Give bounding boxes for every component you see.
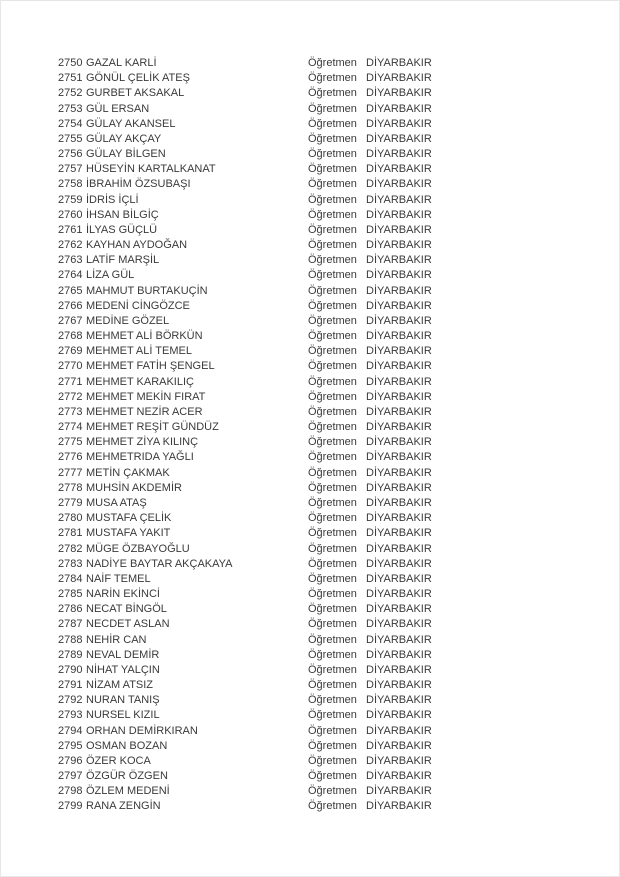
- table-row: [1, 648, 619, 663]
- table-row: [1, 784, 619, 799]
- person-city: DİYARBAKIR: [366, 588, 432, 601]
- person-title: Öğretmen: [308, 405, 357, 418]
- row-number: 2774: [58, 421, 83, 434]
- person-city: DİYARBAKIR: [366, 496, 432, 509]
- row-number: 2771: [58, 375, 83, 388]
- table-row: [1, 678, 619, 693]
- person-title: Öğretmen: [308, 284, 357, 297]
- table-row: [1, 253, 619, 268]
- table-row: [1, 739, 619, 754]
- table-row: [1, 769, 619, 784]
- table-row: [1, 193, 619, 208]
- person-city: DİYARBAKIR: [366, 770, 432, 783]
- person-name: MEHMET ALİ TEMEL: [86, 345, 192, 358]
- person-name: MEHMET ALİ BÖRKÜN: [86, 330, 203, 343]
- row-number: 2751: [58, 72, 83, 85]
- person-name: NURAN TANIŞ: [86, 694, 160, 707]
- person-city: DİYARBAKIR: [366, 405, 432, 418]
- person-name: MAHMUT BURTAKUÇİN: [86, 284, 208, 297]
- person-city: DİYARBAKIR: [366, 436, 432, 449]
- person-city: DİYARBAKIR: [366, 375, 432, 388]
- person-city: DİYARBAKIR: [366, 527, 432, 540]
- person-title: Öğretmen: [308, 800, 357, 813]
- person-title: Öğretmen: [308, 648, 357, 661]
- person-title: Öğretmen: [308, 193, 357, 206]
- row-number: 2775: [58, 436, 83, 449]
- person-title: Öğretmen: [308, 496, 357, 509]
- table-row: [1, 238, 619, 253]
- row-number: 2791: [58, 679, 83, 692]
- row-number: 2754: [58, 117, 83, 130]
- person-name: MEHMET FATİH ŞENGEL: [86, 360, 215, 373]
- person-name: NEHİR CAN: [86, 633, 147, 646]
- table-row: [1, 223, 619, 238]
- table-row: [1, 450, 619, 465]
- person-city: DİYARBAKIR: [366, 360, 432, 373]
- person-name: ÖZLEM MEDENİ: [86, 785, 170, 798]
- row-number: 2786: [58, 603, 83, 616]
- person-title: Öğretmen: [308, 360, 357, 373]
- row-number: 2753: [58, 102, 83, 115]
- person-name: GÖNÜL ÇELİK ATEŞ: [86, 72, 190, 85]
- person-name: GÜLAY AKÇAY: [86, 132, 162, 145]
- person-city: DİYARBAKIR: [366, 72, 432, 85]
- person-name: MEDİNE GÖZEL: [86, 314, 170, 327]
- table-row: [1, 208, 619, 223]
- row-number: 2790: [58, 663, 83, 676]
- row-number: 2799: [58, 800, 83, 813]
- person-name: MUSA ATAŞ: [86, 496, 147, 509]
- person-city: DİYARBAKIR: [366, 633, 432, 646]
- person-city: DİYARBAKIR: [366, 163, 432, 176]
- row-number: 2784: [58, 572, 83, 585]
- person-title: Öğretmen: [308, 527, 357, 540]
- person-city: DİYARBAKIR: [366, 132, 432, 145]
- person-city: DİYARBAKIR: [366, 208, 432, 221]
- person-city: DİYARBAKIR: [366, 679, 432, 692]
- person-name: METİN ÇAKMAK: [86, 466, 170, 479]
- row-number: 2757: [58, 163, 83, 176]
- person-name: İDRİS İÇLİ: [86, 193, 139, 206]
- person-city: DİYARBAKIR: [366, 314, 432, 327]
- person-name: NECAT BİNGÖL: [86, 603, 167, 616]
- person-title: Öğretmen: [308, 436, 357, 449]
- person-title: Öğretmen: [308, 223, 357, 236]
- person-city: DİYARBAKIR: [366, 269, 432, 282]
- table-row: [1, 542, 619, 557]
- person-city: DİYARBAKIR: [366, 102, 432, 115]
- person-title: Öğretmen: [308, 739, 357, 752]
- person-name: GÜLAY BİLGEN: [86, 148, 166, 161]
- table-row: [1, 526, 619, 541]
- table-row: [1, 511, 619, 526]
- person-title: Öğretmen: [308, 421, 357, 434]
- table-row: [1, 435, 619, 450]
- person-name: MEHMET ZİYA KILINÇ: [86, 436, 199, 449]
- person-city: DİYARBAKIR: [366, 709, 432, 722]
- person-name: MEHMET MEKİN FIRAT: [86, 390, 206, 403]
- row-number: 2777: [58, 466, 83, 479]
- table-row: [1, 117, 619, 132]
- row-number: 2756: [58, 148, 83, 161]
- row-number: 2787: [58, 618, 83, 631]
- table-row: [1, 284, 619, 299]
- table-row: [1, 496, 619, 511]
- person-city: DİYARBAKIR: [366, 284, 432, 297]
- person-city: DİYARBAKIR: [366, 421, 432, 434]
- person-title: Öğretmen: [308, 148, 357, 161]
- person-title: Öğretmen: [308, 542, 357, 555]
- person-city: DİYARBAKIR: [366, 345, 432, 358]
- row-number: 2796: [58, 754, 83, 767]
- table-row: [1, 602, 619, 617]
- row-number: 2760: [58, 208, 83, 221]
- person-name: İHSAN BİLGİÇ: [86, 208, 159, 221]
- table-row: [1, 557, 619, 572]
- table-row: [1, 162, 619, 177]
- table-row: [1, 572, 619, 587]
- person-title: Öğretmen: [308, 57, 357, 69]
- person-title: Öğretmen: [308, 178, 357, 191]
- person-title: Öğretmen: [308, 694, 357, 707]
- row-number: 2752: [58, 87, 83, 100]
- row-number: 2773: [58, 405, 83, 418]
- person-name: KAYHAN AYDOĞAN: [86, 239, 188, 252]
- person-city: DİYARBAKIR: [366, 148, 432, 161]
- table-row: [1, 390, 619, 405]
- person-title: Öğretmen: [308, 633, 357, 646]
- person-city: DİYARBAKIR: [366, 178, 432, 191]
- table-row: [1, 177, 619, 192]
- row-number: 2797: [58, 770, 83, 783]
- person-city: DİYARBAKIR: [366, 57, 432, 69]
- person-title: Öğretmen: [308, 709, 357, 722]
- person-title: Öğretmen: [308, 557, 357, 570]
- person-name: NARİN EKİNCİ: [86, 588, 160, 601]
- person-city: DİYARBAKIR: [366, 451, 432, 464]
- person-name: NURSEL KIZIL: [86, 709, 160, 722]
- person-city: DİYARBAKIR: [366, 239, 432, 252]
- table-row: [1, 71, 619, 86]
- person-name: MEDENİ CİNGÖZCE: [86, 299, 190, 312]
- table-row: [1, 344, 619, 359]
- person-title: Öğretmen: [308, 785, 357, 798]
- table-row: [1, 299, 619, 314]
- table-row: [1, 663, 619, 678]
- row-number: 2764: [58, 269, 83, 282]
- person-title: Öğretmen: [308, 451, 357, 464]
- person-name: GURBET AKSAKAL: [86, 87, 185, 100]
- person-name: NAİF TEMEL: [86, 572, 151, 585]
- row-number: 2792: [58, 694, 83, 707]
- person-title: Öğretmen: [308, 390, 357, 403]
- person-title: Öğretmen: [308, 269, 357, 282]
- person-title: Öğretmen: [308, 679, 357, 692]
- table-row: [1, 587, 619, 602]
- row-number: 2782: [58, 542, 83, 555]
- person-city: DİYARBAKIR: [366, 512, 432, 525]
- person-name: OSMAN BOZAN: [86, 739, 168, 752]
- person-title: Öğretmen: [308, 208, 357, 221]
- person-title: Öğretmen: [308, 163, 357, 176]
- table-row: [1, 86, 619, 101]
- person-title: Öğretmen: [308, 239, 357, 252]
- person-city: DİYARBAKIR: [366, 694, 432, 707]
- person-title: Öğretmen: [308, 663, 357, 676]
- table-row: [1, 693, 619, 708]
- row-number: 2788: [58, 633, 83, 646]
- row-number: 2780: [58, 512, 83, 525]
- table-row: [1, 405, 619, 420]
- person-name: GÜL ERSAN: [86, 102, 150, 115]
- row-number: 2781: [58, 527, 83, 540]
- person-city: DİYARBAKIR: [366, 739, 432, 752]
- person-name: MÜGE ÖZBAYOĞLU: [86, 542, 190, 555]
- row-number: 2768: [58, 330, 83, 343]
- row-number: 2750: [58, 57, 83, 69]
- person-name: İBRAHİM ÖZSUBAŞI: [86, 178, 191, 191]
- row-number: 2770: [58, 360, 83, 373]
- table-row: [1, 799, 619, 814]
- person-title: Öğretmen: [308, 314, 357, 327]
- table-row: [1, 147, 619, 162]
- person-name: NECDET ASLAN: [86, 618, 170, 631]
- row-number: 2761: [58, 223, 83, 236]
- person-name: MEHMET KARAKILIÇ: [86, 375, 194, 388]
- person-title: Öğretmen: [308, 724, 357, 737]
- person-city: DİYARBAKIR: [366, 330, 432, 343]
- row-number: 2755: [58, 132, 83, 145]
- row-number: 2758: [58, 178, 83, 191]
- person-name: ÖZGÜR ÖZGEN: [86, 770, 168, 783]
- table-row: [1, 617, 619, 632]
- person-name: GAZAL KARLİ: [86, 57, 157, 69]
- person-title: Öğretmen: [308, 132, 357, 145]
- person-city: DİYARBAKIR: [366, 648, 432, 661]
- person-title: Öğretmen: [308, 375, 357, 388]
- row-number: 2765: [58, 284, 83, 297]
- person-city: DİYARBAKIR: [366, 254, 432, 267]
- person-name: MEHMET REŞİT GÜNDÜZ: [86, 421, 219, 434]
- person-city: DİYARBAKIR: [366, 572, 432, 585]
- person-name: LİZA GÜL: [86, 269, 135, 282]
- table-row: [1, 102, 619, 117]
- table-row: [1, 329, 619, 344]
- row-number: 2793: [58, 709, 83, 722]
- row-number: 2779: [58, 496, 83, 509]
- person-title: Öğretmen: [308, 572, 357, 585]
- row-number: 2798: [58, 785, 83, 798]
- person-title: Öğretmen: [308, 299, 357, 312]
- person-city: DİYARBAKIR: [366, 481, 432, 494]
- row-number: 2762: [58, 239, 83, 252]
- person-name: NADİYE BAYTAR AKÇAKAYA: [86, 557, 233, 570]
- table-row: [1, 481, 619, 496]
- person-city: DİYARBAKIR: [366, 542, 432, 555]
- row-number: 2763: [58, 254, 83, 267]
- person-title: Öğretmen: [308, 618, 357, 631]
- person-title: Öğretmen: [308, 87, 357, 100]
- person-title: Öğretmen: [308, 512, 357, 525]
- person-name: MUHSİN AKDEMİR: [86, 481, 182, 494]
- table-row: [1, 375, 619, 390]
- row-number: 2783: [58, 557, 83, 570]
- person-city: DİYARBAKIR: [366, 754, 432, 767]
- person-city: DİYARBAKIR: [366, 466, 432, 479]
- table-row: [1, 420, 619, 435]
- person-name: MEHMETRIDA YAĞLI: [86, 451, 194, 464]
- row-number: 2767: [58, 314, 83, 327]
- row-number: 2759: [58, 193, 83, 206]
- row-number: 2795: [58, 739, 83, 752]
- row-number: 2769: [58, 345, 83, 358]
- table-row: [1, 56, 619, 71]
- person-title: Öğretmen: [308, 603, 357, 616]
- person-name: MUSTAFA YAKIT: [86, 527, 171, 540]
- table-row: [1, 268, 619, 283]
- person-title: Öğretmen: [308, 754, 357, 767]
- person-name: NİHAT YALÇIN: [86, 663, 160, 676]
- row-number: 2789: [58, 648, 83, 661]
- row-number: 2772: [58, 390, 83, 403]
- table-row: [1, 466, 619, 481]
- table-row: [1, 754, 619, 769]
- person-city: DİYARBAKIR: [366, 618, 432, 631]
- person-name: ORHAN DEMİRKIRAN: [86, 724, 198, 737]
- row-number: 2766: [58, 299, 83, 312]
- table-row: [1, 724, 619, 739]
- person-title: Öğretmen: [308, 345, 357, 358]
- person-title: Öğretmen: [308, 330, 357, 343]
- person-title: Öğretmen: [308, 770, 357, 783]
- person-title: Öğretmen: [308, 466, 357, 479]
- table-row: [1, 359, 619, 374]
- person-title: Öğretmen: [308, 102, 357, 115]
- person-title: Öğretmen: [308, 481, 357, 494]
- person-city: DİYARBAKIR: [366, 390, 432, 403]
- person-name: RANA ZENGİN: [86, 800, 161, 813]
- person-name: NEVAL DEMİR: [86, 648, 160, 661]
- person-name: ÖZER KOCA: [86, 754, 151, 767]
- table-row: [1, 132, 619, 147]
- person-city: DİYARBAKIR: [366, 724, 432, 737]
- row-number: 2776: [58, 451, 83, 464]
- person-city: DİYARBAKIR: [366, 299, 432, 312]
- row-number: 2778: [58, 481, 83, 494]
- person-name: NİZAM ATSIZ: [86, 679, 154, 692]
- person-city: DİYARBAKIR: [366, 663, 432, 676]
- person-city: DİYARBAKIR: [366, 87, 432, 100]
- person-title: Öğretmen: [308, 588, 357, 601]
- row-number: 2794: [58, 724, 83, 737]
- table-row: [1, 633, 619, 648]
- person-name: MEHMET NEZİR ACER: [86, 405, 203, 418]
- person-city: DİYARBAKIR: [366, 193, 432, 206]
- person-title: Öğretmen: [308, 117, 357, 130]
- roster-table: [1, 56, 619, 815]
- person-name: İLYAS GÜÇLÜ: [86, 223, 158, 236]
- row-number: 2785: [58, 588, 83, 601]
- person-title: Öğretmen: [308, 72, 357, 85]
- person-name: MUSTAFA ÇELİK: [86, 512, 172, 525]
- person-title: Öğretmen: [308, 254, 357, 267]
- person-city: DİYARBAKIR: [366, 117, 432, 130]
- person-name: LATİF MARŞİL: [86, 254, 160, 267]
- person-city: DİYARBAKIR: [366, 223, 432, 236]
- table-row: [1, 708, 619, 723]
- table-row: [1, 314, 619, 329]
- person-city: DİYARBAKIR: [366, 800, 432, 813]
- person-city: DİYARBAKIR: [366, 785, 432, 798]
- person-name: HÜSEYİN KARTALKANAT: [86, 163, 216, 176]
- person-city: DİYARBAKIR: [366, 557, 432, 570]
- person-city: DİYARBAKIR: [366, 603, 432, 616]
- person-name: GÜLAY AKANSEL: [86, 117, 176, 130]
